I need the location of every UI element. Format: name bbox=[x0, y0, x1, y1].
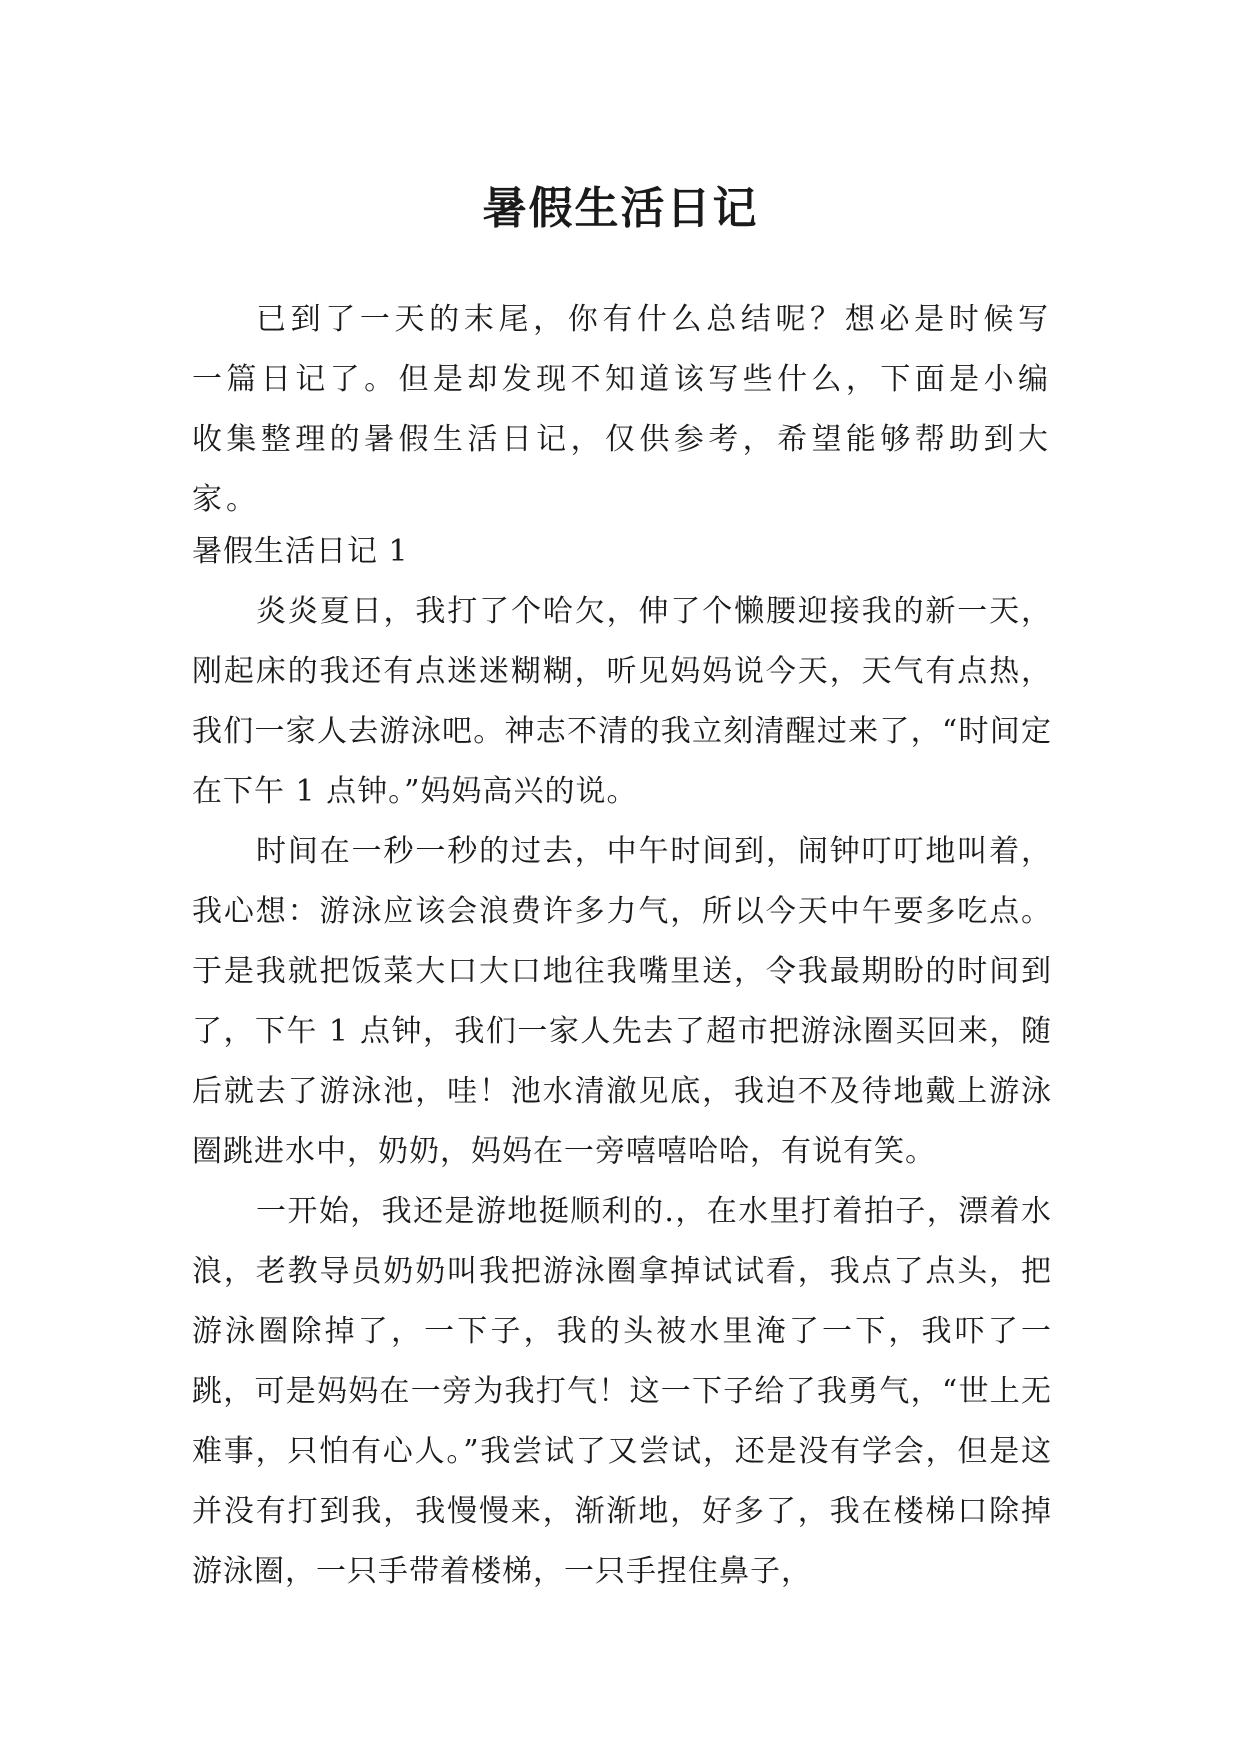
section-heading: 暑假生活日记 1 bbox=[192, 534, 409, 569]
diary-section bbox=[192, 522, 1052, 1602]
diary-paragraph-2: 时间在一秒一秒的过去，中午时间到，闹钟叮叮地叫着，我心想：游泳应该会浪费许多力气，所以今天中午要多吃点。于是我就把饭菜大口大口地往我嘴里送，令我最期盼的时间到了，下午 1 点钟，我们一家人先去了超市把游泳圈买回来，随后就去了游泳池，哇！池水清澈见底，我迫不及待地戴上游泳圈跳进水中，奶奶，妈妈在一旁嘻嘻哈哈，有说有笑。 bbox=[192, 834, 1052, 1169]
intro-paragraph: 已到了一天的末尾，你有什么总结呢？想必是时候写一篇日记了。但是却发现不知道该写些什么，下面是小编收集整理的暑假生活日记，仅供参考，希望能够帮助到大家。 bbox=[192, 302, 1052, 517]
document-title: 暑假生活日记 bbox=[482, 183, 759, 235]
diary-paragraph-1: 炎炎夏日，我打了个哈欠，伸了个懒腰迎接我的新一天，刚起床的我还有点迷迷糊糊，听见妈妈说今天，天气有点热，我们一家人去游泳吧。神志不清的我立刻清醒过来了，“时间定在下午 1 点钟。”妈妈高兴的说。 bbox=[192, 594, 1052, 809]
diary-paragraph-3: 一开始，我还是游地挺顺利的.，在水里打着拍子，漂着水浪，老教导员奶奶叫我把游泳圈拿掉试试看，我点了点头，把游泳圈除掉了，一下子，我的头被水里淹了一下，我吓了一跳，可是妈妈在一旁为我打气！这一下子给了我勇气，“世上无难事，只怕有心人。”我尝试了又尝试，还是没有学会，但是这并没有打到我，我慢慢来，渐渐地，好多了，我在楼梯口除掉游泳圈，一只手带着楼梯，一只手捏住鼻子， bbox=[192, 1194, 1052, 1589]
